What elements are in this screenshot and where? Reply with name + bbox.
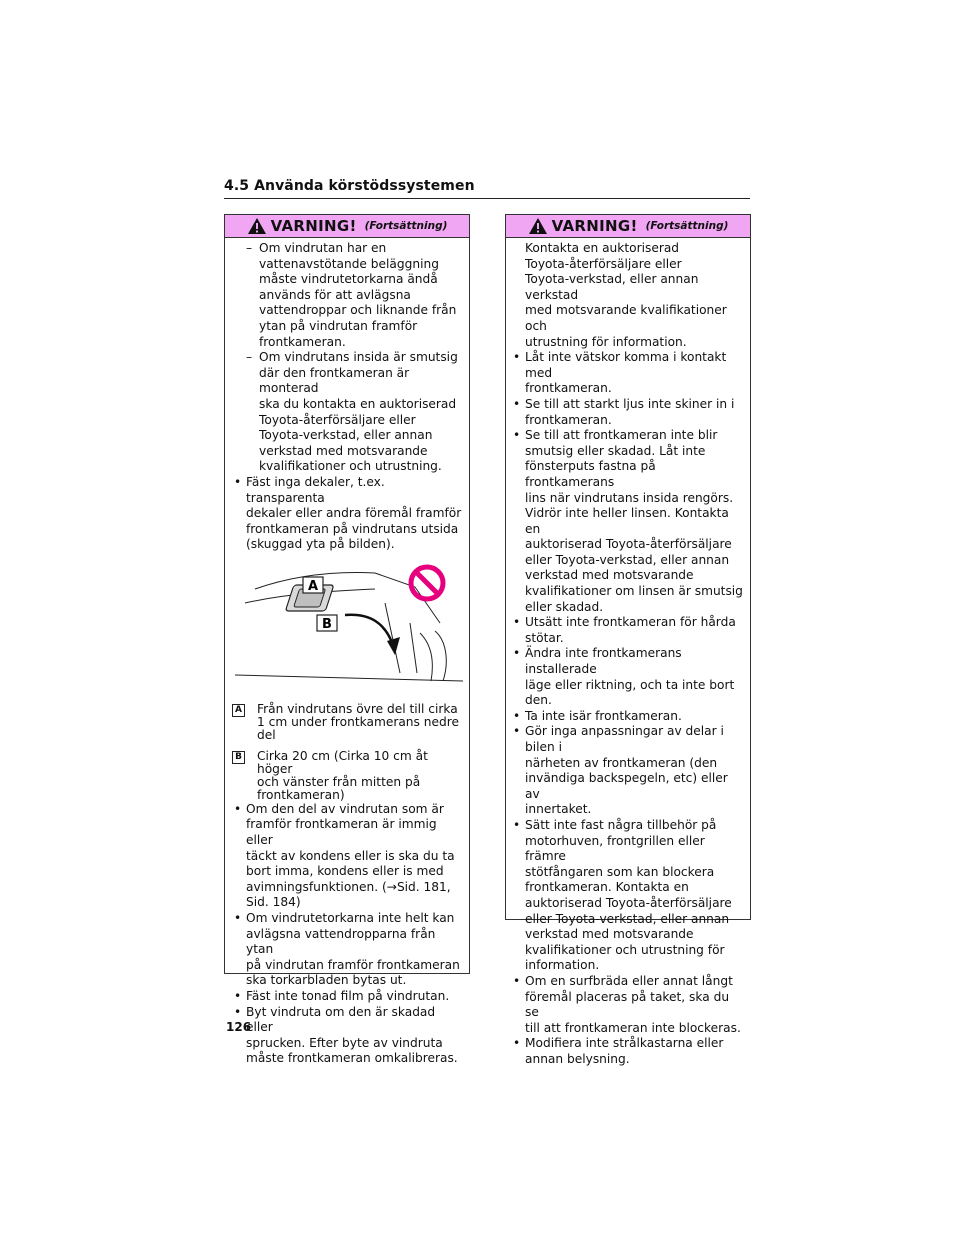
bullet-line <box>508 553 746 569</box>
line-text: den. <box>525 693 552 708</box>
list-marker: • <box>234 1004 242 1019</box>
warning-body-right <box>506 238 750 1067</box>
dash-item-line <box>229 413 465 429</box>
line-text: kvalifikationer och utrustning för <box>525 942 725 957</box>
bullet-line <box>508 771 746 802</box>
list-marker: • <box>234 989 242 1003</box>
dash-item-line <box>229 257 465 273</box>
line-text: avlägsna vattendropparna från ytan <box>246 926 436 957</box>
list-marker: • <box>513 817 521 832</box>
section-header: 4.5 Använda körstödssystemen <box>224 178 750 199</box>
list-marker: • <box>513 708 521 723</box>
line-text: frontkameran. <box>525 381 612 396</box>
line-text: läge eller riktning, och ta inte bort <box>525 677 735 692</box>
warning-box-right <box>505 214 751 1066</box>
bullet-line <box>229 927 465 958</box>
bullet-line <box>508 1052 746 1068</box>
line-text: eller Toyota-verkstad, eller annan <box>525 911 730 926</box>
bullet-line <box>508 1036 746 1052</box>
bullet-line <box>508 693 746 709</box>
line-text: vattendroppar och liknande från <box>259 303 457 318</box>
bullet-line <box>229 475 465 506</box>
bullet-line <box>508 381 746 397</box>
list-marker: • <box>234 474 242 489</box>
list-marker: • <box>513 428 521 443</box>
bullet-line <box>508 491 746 507</box>
line-text: där den frontkameran är monterad <box>259 365 410 396</box>
bullet-line <box>508 974 746 990</box>
intro-line <box>508 272 746 303</box>
bullet-line <box>508 927 746 943</box>
prohibited-icon <box>411 567 443 599</box>
line-text: avimningsfunktionen. (→Sid. 181, <box>246 879 451 894</box>
bullet-line <box>229 537 465 553</box>
dash-item-line <box>229 288 465 304</box>
line-text: bort imma, kondens eller is med <box>246 864 444 879</box>
line-text: auktoriserad Toyota-återförsäljare <box>525 895 732 910</box>
dash-item-line <box>229 397 465 413</box>
line-text: Se till att frontkameran inte blir <box>525 428 718 443</box>
bullet-line <box>508 912 746 928</box>
line-text: Sätt inte fast några tillbehör på <box>525 817 717 832</box>
warning-header <box>225 215 469 238</box>
dash-item-line <box>229 272 465 288</box>
line-text: lins när vindrutans insida rengörs. <box>525 490 734 505</box>
line-text: frontkameran. <box>259 334 346 349</box>
line-text: måste vindrutetorkarna ändå <box>259 272 438 287</box>
bullet-line <box>508 990 746 1021</box>
callout-label-a <box>229 703 465 742</box>
line-text: föremål placeras på taket, ska du se <box>525 989 730 1020</box>
line-text: Fäst inte tonad film på vindrutan. <box>246 989 450 1003</box>
bullet-line <box>229 849 465 865</box>
bullet-line <box>508 865 746 881</box>
page-number: 126 <box>226 1020 252 1034</box>
bullet-line <box>508 880 746 896</box>
bullet-line <box>508 818 746 834</box>
list-marker: • <box>513 1036 521 1051</box>
bullet-line <box>508 631 746 647</box>
bullet-line <box>508 896 746 912</box>
line-text: Toyota-verkstad, eller annan <box>259 428 433 443</box>
line-text: verkstad med motsvarande <box>259 443 428 458</box>
list-marker: • <box>513 646 521 661</box>
line-text: Låt inte vätskor komma i kontakt med <box>525 350 727 380</box>
bullet-line <box>508 724 746 755</box>
bullet-line <box>229 522 465 538</box>
dash-item <box>229 241 465 257</box>
bullet-line <box>508 537 746 553</box>
line-text: utrustning för information. <box>525 334 687 349</box>
line-text: på vindrutan framför frontkameran <box>246 957 460 972</box>
callout-b <box>317 615 337 632</box>
line-text: (skuggad yta på bilden). <box>246 537 395 552</box>
callout-text: och vänster från mitten på <box>257 774 421 789</box>
intro-line <box>508 303 746 334</box>
warning-triangle-icon <box>247 217 267 235</box>
line-text: Vidrör inte heller linsen. Kontakta en <box>525 506 729 536</box>
bullet-line <box>508 413 746 429</box>
line-text: Modifiera inte strålkastarna eller <box>525 1036 724 1051</box>
line-text: verkstad med motsvarande <box>525 568 694 583</box>
dash-item <box>229 350 465 366</box>
line-text: Byt vindruta om den är skadad eller <box>246 1004 436 1035</box>
dash-first-line: Om vindrutans insida är smutsig <box>259 350 458 365</box>
bullet-line <box>508 943 746 959</box>
bullet-line <box>508 678 746 694</box>
warning-triangle-icon <box>528 217 548 235</box>
svg-text:B: B <box>322 616 332 632</box>
line-text: till att frontkameran inte blockeras. <box>525 1020 741 1035</box>
bullet-line <box>229 802 465 818</box>
callout-text: 1 cm under frontkamerans nedre del <box>257 714 459 742</box>
intro-line <box>508 241 746 257</box>
line-text: sprucken. Efter byte av vindruta <box>246 1035 443 1050</box>
line-text: Gör inga anpassningar av delar i bilen i <box>525 724 724 754</box>
line-text: med motsvarande kvalifikationer och <box>525 303 727 333</box>
line-text: fönsterputs fastna på frontkamerans <box>525 459 656 489</box>
list-marker: • <box>234 911 242 926</box>
line-text: invändiga backspegeln, etc) eller av <box>525 771 728 801</box>
warning-continued: (Fortsättning) <box>364 220 448 232</box>
line-text: eller Toyota-verkstad, eller annan <box>525 552 730 567</box>
line-text: ska torkarbladen bytas ut. <box>246 973 407 988</box>
line-text: verkstad med motsvarande <box>525 927 694 942</box>
line-text: Om vindrutetorkarna inte helt kan <box>246 911 455 926</box>
bullet-line <box>508 834 746 865</box>
warning-continued: (Fortsättning) <box>645 220 729 232</box>
dash-item-line <box>229 444 465 460</box>
line-text: auktoriserad Toyota-återförsäljare <box>525 537 732 552</box>
bullet-line <box>508 397 746 413</box>
warning-body-left <box>225 238 469 1067</box>
bullet-line <box>508 568 746 584</box>
line-text: används för att avlägsna <box>259 287 411 302</box>
bullet-line <box>229 973 465 989</box>
line-text: Sid. 184) <box>246 895 301 910</box>
line-text: Se till att starkt ljus inte skiner in i <box>525 396 735 411</box>
line-text: Om den del av vindrutan som är <box>246 801 444 816</box>
line-text: smutsig eller skadad. Låt inte <box>525 443 706 458</box>
view-arrow <box>345 615 393 645</box>
line-text: frontkameran. <box>525 412 612 427</box>
callout-tag: A <box>232 704 245 717</box>
bullet-line <box>229 958 465 974</box>
dash-item-line <box>229 428 465 444</box>
line-text: Utsätt inte frontkameran för hårda <box>525 615 736 630</box>
intro-line <box>508 257 746 273</box>
bullet-line <box>229 880 465 896</box>
warning-word: VARNING! <box>551 217 638 235</box>
line-text: täckt av kondens eller is ska du ta <box>246 848 455 863</box>
bullet-line <box>508 506 746 537</box>
bullet-line <box>508 646 746 677</box>
bullet-line <box>229 817 465 848</box>
callout-tag: B <box>232 751 245 764</box>
line-text: motorhuven, frontgrillen eller främre <box>525 833 705 864</box>
bullet-line <box>508 444 746 460</box>
line-text: Kontakta en auktoriserad <box>525 241 680 255</box>
line-text: annan belysning. <box>525 1051 630 1066</box>
callout-text: frontkameran) <box>257 787 345 802</box>
callout-a <box>303 577 323 594</box>
line-text: närheten av frontkameran (den <box>525 755 718 770</box>
line-text: frontkameran på vindrutans utsida <box>246 521 459 536</box>
line-text: kvalifikationer om linsen är smutsig <box>525 584 743 599</box>
line-text: Toyota-verkstad, eller annan verkstad <box>525 272 699 302</box>
intro-line <box>508 335 746 351</box>
list-marker: • <box>513 973 521 988</box>
list-marker: • <box>513 350 521 365</box>
dash-item-line <box>229 319 465 335</box>
list-marker: • <box>513 724 521 739</box>
bullet-line <box>229 506 465 522</box>
line-text: Toyota-återförsäljare eller <box>525 256 682 271</box>
line-text: kvalifikationer och utrustning. <box>259 459 442 474</box>
dash-marker: – <box>246 350 253 365</box>
dash-first-line: Om vindrutan har en <box>259 241 387 255</box>
callout-text: Cirka 20 cm (Cirka 10 cm åt höger <box>257 748 428 776</box>
bullet-line <box>508 428 746 444</box>
svg-text:A: A <box>307 578 319 594</box>
bullet-line <box>229 911 465 927</box>
bullet-line <box>229 1051 465 1067</box>
line-text: innertaket. <box>525 802 592 817</box>
bullet-line <box>508 459 746 490</box>
bullet-line <box>508 756 746 772</box>
bullet-line <box>229 1005 465 1036</box>
bullet-line <box>508 958 746 974</box>
list-marker: • <box>513 396 521 411</box>
line-text: framför frontkameran är immig eller <box>246 817 437 848</box>
line-text: Fäst inga dekaler, t.ex. transparenta <box>246 474 385 505</box>
dash-item-line <box>229 459 465 475</box>
dash-item-line <box>229 335 465 351</box>
list-marker: • <box>234 801 242 816</box>
line-text: ytan på vindrutan framför <box>259 318 418 333</box>
callout-label-b <box>229 750 465 802</box>
windshield-illustration <box>235 563 463 693</box>
line-text: dekaler eller andra föremål framför <box>246 506 462 521</box>
warning-header <box>506 215 750 238</box>
line-text: ska du kontakta en auktoriserad <box>259 396 457 411</box>
dash-item-line <box>229 303 465 319</box>
bullet-line <box>229 864 465 880</box>
bullet-line <box>508 350 746 381</box>
dash-marker: – <box>246 241 253 255</box>
bullet-line <box>508 1021 746 1037</box>
line-text: information. <box>525 958 600 973</box>
line-text: eller skadad. <box>525 599 604 614</box>
line-text: vattenavstötande beläggning <box>259 256 439 271</box>
warning-word: VARNING! <box>270 217 357 235</box>
bullet-line <box>508 584 746 600</box>
line-text: Ändra inte frontkamerans installerade <box>525 646 682 677</box>
line-text: måste frontkameran omkalibreras. <box>246 1051 458 1066</box>
callout-text: Från vindrutans övre del till cirka <box>257 701 458 716</box>
bullet-line <box>229 895 465 911</box>
list-marker: • <box>513 615 521 630</box>
line-text: stötar. <box>525 630 564 645</box>
bullet-line <box>508 600 746 616</box>
line-text: Ta inte isär frontkameran. <box>525 708 682 723</box>
dash-item-line <box>229 366 465 397</box>
bullet-line <box>508 802 746 818</box>
line-text: frontkameran. Kontakta en <box>525 880 689 895</box>
bullet-line <box>508 709 746 725</box>
bullet-line <box>229 989 465 1005</box>
line-text: Om en surfbräda eller annat långt <box>525 973 733 988</box>
bullet-line <box>229 1036 465 1052</box>
line-text: Toyota-återförsäljare eller <box>259 412 416 427</box>
line-text: stötfångaren som kan blockera <box>525 864 715 879</box>
bullet-line <box>508 615 746 631</box>
